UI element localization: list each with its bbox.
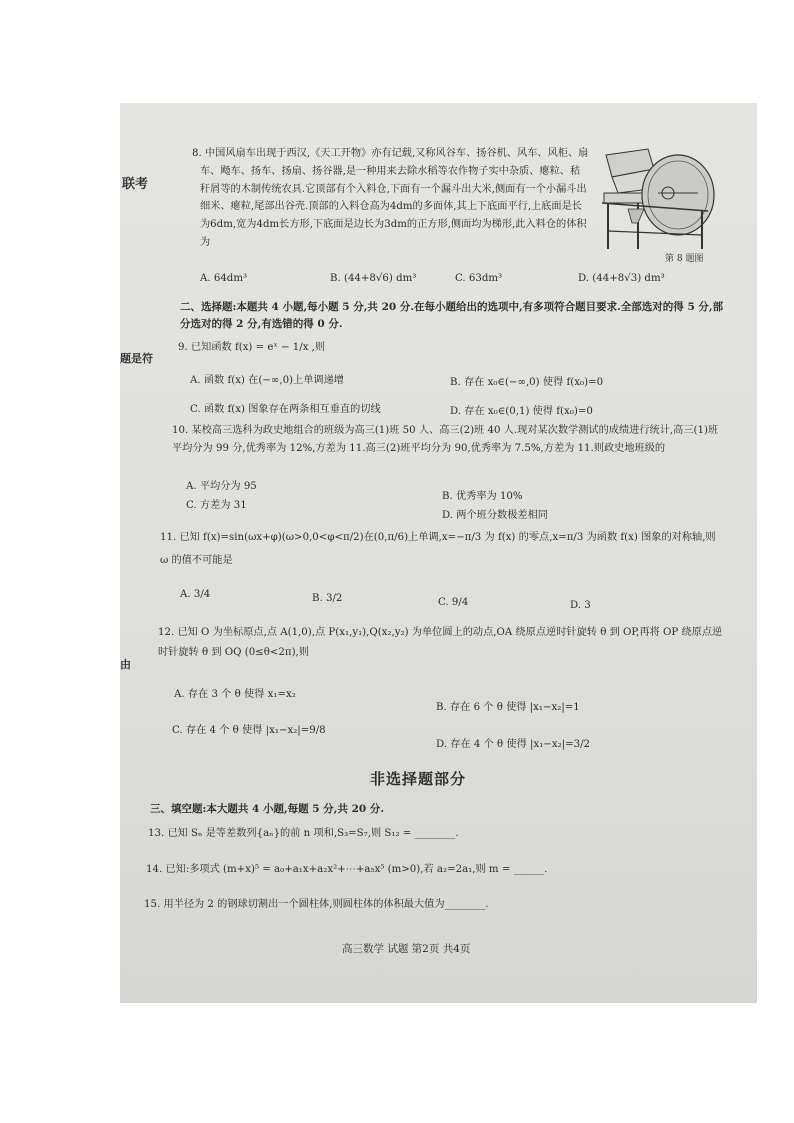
question-10-stem: 10. 某校高三选科为政史地组合的班级为高三(1)班 50 人、高三(2)班 40 人.现对某次数学测试的成绩进行统计,高三(1)班平均分为 99 分,优秀率为 12%,方差为 11.高三(2)班平均分为 90,优秀率为 7.5%,方差为 11.则政史地班级的 [172,425,719,454]
q9-option-d: D. 存在 x₀∈(0,1) 使得 f(x₀)=0 [450,406,593,417]
q8-option-b: B. (44+8√6) dm³ [330,273,417,284]
question-9-stem: 9. 已知函数 f(x) = eˣ − 1/x ,则 [178,342,326,353]
q8-option-d: D. (44+8√3) dm³ [578,273,665,284]
section-3-header: 三、填空题:本大题共 4 小题,每题 5 分,共 20 分. [150,803,384,815]
q9-option-b: B. 存在 x₀∈(−∞,0) 使得 f(x₀)=0 [450,377,604,388]
q10-option-d: D. 两个班分数极差相同 [442,510,548,521]
question-15: 15. 用半径为 2 的钢球切割出一个圆柱体,则圆柱体的体积最大值为________. [144,899,489,910]
q11-option-a: A. 3/4 [180,589,211,600]
question-12-stem: 12. 已知 O 为坐标原点,点 A(1,0),点 P(x₁,y₁),Q(x₂,y₂) 为单位圆上的动点,OA 绕原点逆时针旋转 θ 到 OP,再将 OP 绕原点逆时针旋转 θ 到 OQ (0≤θ<2π),则 [158,627,723,658]
q10-option-b: B. 优秀率为 10% [442,491,523,502]
q9-option-a: A. 函数 f(x) 在(−∞,0)上单调递增 [190,375,344,386]
page-footer: 高三数学 试题 第2页 共4页 [342,943,471,955]
question-13: 13. 已知 Sₙ 是等差数列{aₙ}的前 n 项和,S₃=S₇,则 S₁₂ = ________. [148,828,459,839]
margin-fragment: 联考 [122,177,149,192]
q8-option-a: A. 64dm³ [200,273,248,284]
q12-option-b: B. 存在 6 个 θ 使得 |x₁−x₂|=1 [436,702,580,713]
q12-option-c: C. 存在 4 个 θ 使得 |x₁−x₂|=9/8 [172,725,326,736]
q11-option-c: C. 9/4 [438,597,469,608]
question-11-stem: 11. 已知 f(x)=sin(ωx+φ)(ω>0,0<φ<π/2)在(0,π/6)上单调,x=−π/3 为 f(x) 的零点,x=π/3 为函数 f(x) 图象的对称轴,则 ω 的值不可能是 [160,532,716,566]
q12-option-d: D. 存在 4 个 θ 使得 |x₁−x₂|=3/2 [436,739,591,750]
margin-fragment: 由 [120,658,131,671]
q11-option-b: B. 3/2 [312,593,343,604]
q8-option-c: C. 63dm³ [455,273,503,284]
q10-option-a: A. 平均分为 95 [186,481,257,492]
figure-caption: 第 8 题图 [665,254,704,264]
question-14: 14. 已知:多项式 (m+x)⁵ = a₀+a₁x+a₂x²+⋯+a₅x⁵ (m>0),若 a₂=2a₁,则 m = ______. [146,864,548,875]
question-8-text: 8. 中国风扇车出现于西汉,《天工开物》亦有记载,又称风谷车、扬谷机、风车、风柜、扇车、飏车、扬车、扬扇、扬谷器,是一种用来去除水稻等农作物子实中杂质、瘪粒、秸秆屑等的木制传统农具.它顶部有个入料仓,下面有一个漏斗出大米,侧面有一个小漏斗出细米、瘪粒,尾部出谷壳.顶部的入料仓高为4dm的多面体,其上下底面平行,上底面是长为6dm,宽为4dm长方形,下底面是边长为3dm的正方形,侧面均为梯形,此入料仓的体积为 [192,148,589,248]
q12-option-a: A. 存在 3 个 θ 使得 x₁=x₂ [174,689,296,700]
q9-option-c: C. 函数 f(x) 图象存在两条相互垂直的切线 [190,404,381,415]
exam-paper [120,103,757,1003]
q10-option-c: C. 方差为 31 [186,500,247,511]
photo-of-exam-page [120,103,757,1003]
winnowing-machine-figure [598,145,728,255]
section-2-header: 二、选择题:本题共 4 小题,每小题 5 分,共 20 分.在每小题给出的选项中,有多项符合题目要求.全部选对的得 5 分,部分选对的得 2 分,有选错的得 0 分. [180,301,724,330]
margin-fragment: 题是符 [120,352,153,365]
part-2-title: 非选择题部分 [370,770,467,788]
q11-option-d: D. 3 [570,600,591,611]
